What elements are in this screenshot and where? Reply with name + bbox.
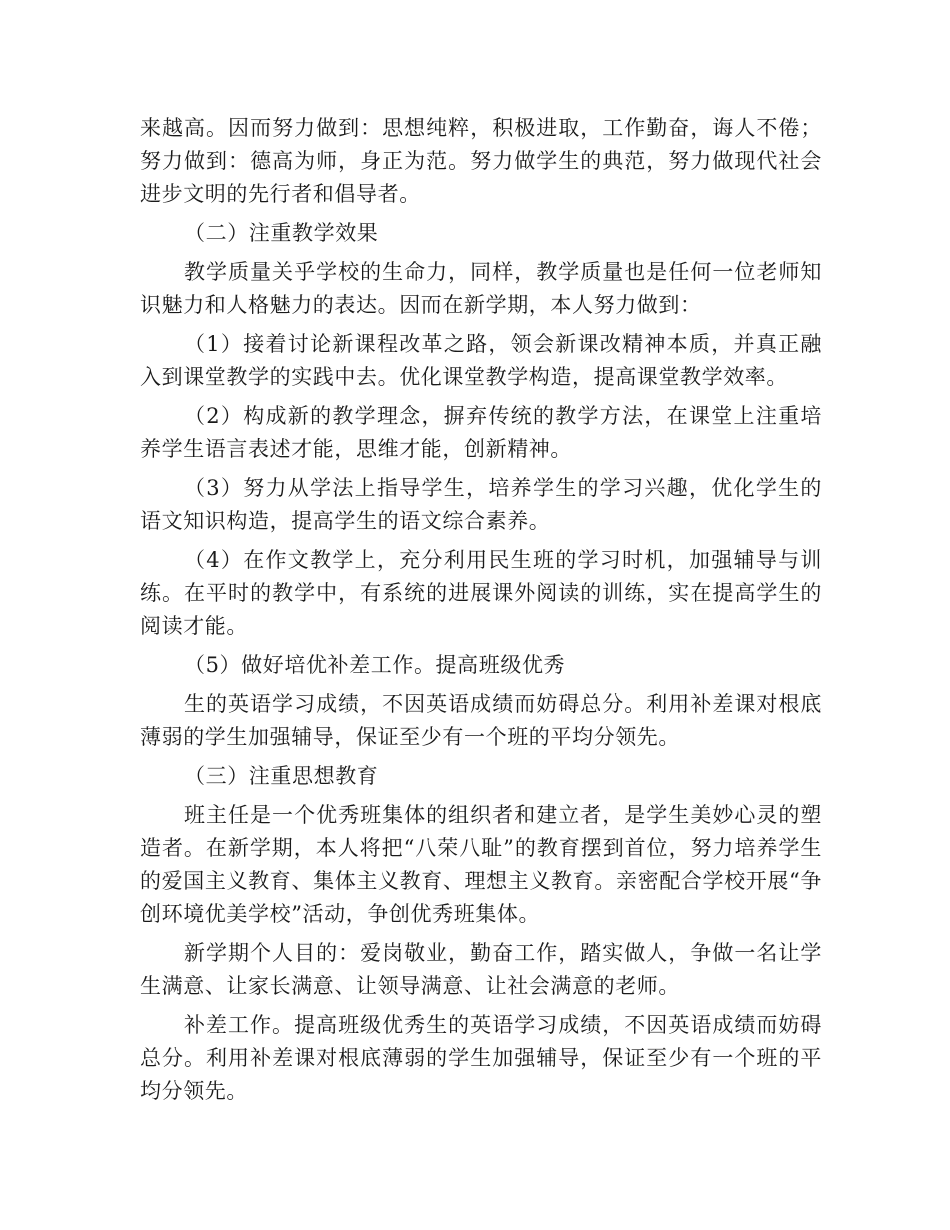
document-body xyxy=(140,112,822,1114)
paragraph-personal-goal: 新学期个人目的：爱岗敬业，勤奋工作，踏实做人，争做一名让学生满意、让家长满意、让领导满意、让社会满意的老师。 xyxy=(140,941,822,998)
paragraph-item-5-continued: 生的英语学习成绩，不因英语成绩而妨碍总分。利用补差课对根底薄弱的学生加强辅导，保证至少有一个班的平均分领先。 xyxy=(140,692,822,749)
paragraph-item-1: （1）接着讨论新课程改革之路，领会新课改精神本质，并真正融入到课堂教学的实践中去。优化课堂教学构造，提高课堂教学效率。 xyxy=(140,332,822,389)
section-heading-3: （三）注重思想教育 xyxy=(184,764,379,788)
paragraph-item-4: （4）在作文教学上，充分利用民生班的学习时机，加强辅导与训练。在平时的教学中，有系统的进展课外阅读的训练，实在提高学生的阅读才能。 xyxy=(140,548,822,638)
paragraph-item-3: （3）努力从学法上指导学生，培养学生的学习兴趣，优化学生的语文知识构造，提高学生的语文综合素养。 xyxy=(140,476,822,533)
paragraph-teaching-quality: 教学质量关乎学校的生命力，同样，教学质量也是任何一位老师知识魅力和人格魅力的表达。因而在新学期，本人努力做到： xyxy=(140,260,822,317)
paragraph-remedial-work: 补差工作。提高班级优秀生的英语学习成绩，不因英语成绩而妨碍总分。利用补差课对根底薄弱的学生加强辅导，保证至少有一个班的平均分领先。 xyxy=(140,1013,822,1103)
paragraph-head-teacher: 班主任是一个优秀班集体的组织者和建立者，是学生美妙心灵的塑造者。在新学期，本人将把“八荣八耻”的教育摆到首位，努力培养学生的爱国主义教育、集体主义教育、理想主义教育。亲密配合学校开展“争创环境优美学校”活动，争创优秀班集体。 xyxy=(140,803,822,926)
paragraph-item-5: （5）做好培优补差工作。提高班级优秀 xyxy=(184,653,566,677)
paragraph-item-2: （2）构成新的教学理念，摒弃传统的教学方法，在课堂上注重培养学生语言表述才能，思维才能，创新精神。 xyxy=(140,404,822,461)
section-heading-2: （二）注重教学效果 xyxy=(184,221,379,245)
paragraph-intro-continued: 来越高。因而努力做到：思想纯粹，积极进取，工作勤奋，诲人不倦；努力做到：德高为师，身正为范。努力做学生的典范，努力做现代社会进步文明的先行者和倡导者。 xyxy=(140,116,822,206)
